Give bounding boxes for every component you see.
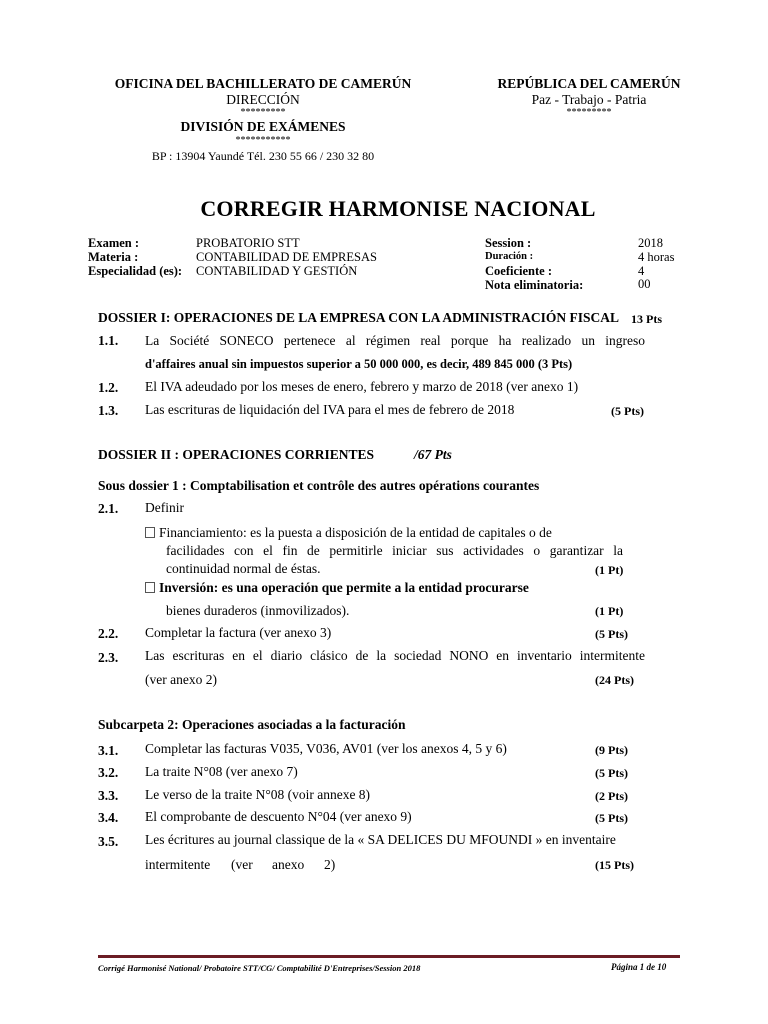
page-title: CORREGIR HARMONISE NACIONAL bbox=[200, 196, 596, 221]
especialidad-value: CONTABILIDAD Y GESTIÓN bbox=[196, 264, 358, 278]
coeficiente-value: 4 bbox=[638, 264, 645, 278]
subdossier1-heading: Sous dossier 1 : Comptabilisation et contrôle des autres opérations courantes bbox=[98, 478, 540, 493]
subdossier2-heading: Subcarpeta 2: Operaciones asociadas a la facturación bbox=[98, 717, 406, 732]
item-text: Las escrituras de liquidación del IVA para el mes de febrero de 2018 bbox=[145, 402, 515, 417]
item-text: Definir bbox=[145, 500, 184, 515]
definition-inversion bbox=[145, 580, 529, 596]
item-number: 3.1. bbox=[98, 743, 119, 758]
republic-name: REPÚBLICA DEL CAMERÚN bbox=[497, 76, 681, 91]
item-text: El comprobante de descuento N°04 (ver anexo 9) bbox=[145, 809, 412, 824]
division-name: DIVISIÓN DE EXÁMENES bbox=[180, 119, 346, 134]
item-number: 1.3. bbox=[98, 403, 119, 418]
checkbox-icon bbox=[145, 582, 155, 593]
item-points: (5 Pts) bbox=[611, 404, 644, 418]
item-text: La traite N°08 (ver anexo 7) bbox=[145, 764, 298, 779]
item-text: La Société SONECO pertenece al régimen real porque ha realizado un ingreso bbox=[145, 333, 645, 348]
item-text: Completar las facturas V035, V036, AV01 (ver los anexos 4, 5 y 6) bbox=[145, 741, 507, 756]
item-number: 2.3. bbox=[98, 650, 119, 665]
item-text: (ver anexo 2) bbox=[145, 672, 217, 687]
item-text-bold: d'affaires anual sin impuestos superior a 50 000 000, es decir, 489 845 000 (3 Pts) bbox=[145, 357, 573, 371]
item-number: 3.4. bbox=[98, 810, 119, 825]
dossier2-heading: DOSSIER II : OPERACIONES CORRIENTES bbox=[98, 447, 375, 462]
definition-text: facilidades con el fin de permitirle iniciar sus actividades o garantizar la bbox=[166, 543, 623, 558]
item-points: (15 Pts) bbox=[595, 858, 634, 872]
item-points: (24 Pts) bbox=[595, 673, 634, 687]
dossier1-heading: DOSSIER I: OPERACIONES DE LA EMPRESA CON LA ADMINISTRACIÓN FISCAL bbox=[98, 310, 619, 325]
coeficiente-label: Coeficiente : bbox=[485, 264, 552, 278]
duracion-label: Duración : bbox=[485, 251, 534, 262]
item-text: 2) bbox=[324, 857, 336, 872]
item-text: Le verso de la traite N°08 (voir annexe 8) bbox=[145, 787, 371, 802]
definition-text: Inversión: es una operación que permite a la entidad procurarse bbox=[159, 580, 529, 595]
item-number: 1.2. bbox=[98, 380, 119, 395]
page-number: Página 1 de 10 bbox=[611, 962, 667, 972]
item-number: 3.2. bbox=[98, 765, 119, 780]
office-name: OFICINA DEL BACHILLERATO DE CAMERÚN bbox=[114, 76, 412, 91]
session-label: Session : bbox=[485, 236, 532, 250]
direction-label: DIRECCIÓN bbox=[226, 91, 300, 107]
item-points: (5 Pts) bbox=[595, 811, 628, 825]
materia-label: Materia : bbox=[88, 250, 139, 264]
motto: Paz - Trabajo - Patria bbox=[531, 91, 647, 107]
stars-divider: ********* bbox=[240, 107, 286, 118]
especialidad-label: Especialidad (es): bbox=[88, 264, 183, 278]
examen-label: Examen : bbox=[88, 236, 140, 250]
item-text: intermitente bbox=[145, 857, 211, 872]
item-number: 3.5. bbox=[98, 834, 119, 849]
item-points: (5 Pts) bbox=[595, 766, 628, 780]
examen-value: PROBATORIO STT bbox=[196, 236, 300, 250]
item-points: (1 Pt) bbox=[595, 563, 624, 577]
item-points: (5 Pts) bbox=[595, 627, 628, 641]
session-value: 2018 bbox=[638, 236, 663, 250]
duracion-value: 4 horas bbox=[638, 250, 675, 264]
item-number: 2.2. bbox=[98, 626, 119, 641]
item-text: (ver bbox=[231, 857, 253, 872]
nota-value: 00 bbox=[638, 277, 651, 291]
checkbox-icon bbox=[145, 527, 155, 538]
item-text: Las escrituras en el diario clásico de la sociedad NONO en inventario intermitente bbox=[145, 648, 645, 663]
footer-rule bbox=[98, 955, 680, 958]
nota-label: Nota eliminatoria: bbox=[485, 278, 584, 292]
dossier2-points: /67 Pts bbox=[414, 447, 452, 462]
definition-financiamiento bbox=[145, 525, 552, 541]
header-right bbox=[482, 76, 696, 119]
item-number: 2.1. bbox=[98, 501, 119, 516]
definition-text: bienes duraderos (inmovilizados). bbox=[166, 603, 350, 618]
stars-divider: *********** bbox=[235, 134, 291, 146]
item-text: anexo bbox=[272, 857, 305, 872]
item-points: (2 Pts) bbox=[595, 789, 628, 803]
item-number: 1.1. bbox=[98, 333, 119, 348]
item-points: (1 Pt) bbox=[595, 604, 624, 618]
header-left bbox=[98, 76, 428, 164]
dossier1-points: 13 Pts bbox=[631, 312, 662, 326]
definition-text: continuidad normal de éstas. bbox=[166, 561, 321, 576]
item-number: 3.3. bbox=[98, 788, 119, 803]
address: BP : 13904 Yaundé Tél. 230 55 66 / 230 32 80 bbox=[151, 148, 375, 163]
stars-divider: ********* bbox=[566, 107, 612, 118]
footer-text: Corrigé Harmonisé National/ Probatoire STT/CG/ Comptabilité D'Entreprises/Session 2018 bbox=[98, 963, 421, 973]
item-points: (9 Pts) bbox=[595, 743, 628, 757]
item-text: Completar la factura (ver anexo 3) bbox=[145, 625, 332, 640]
materia-value: CONTABILIDAD DE EMPRESAS bbox=[196, 250, 377, 264]
item-text: Les écritures au journal classique de la « SA DELICES DU MFOUNDI » en inventaire bbox=[145, 832, 616, 847]
definition-text: Financiamiento: es la puesta a disposición de la entidad de capitales o de bbox=[159, 525, 552, 540]
item-text: El IVA adeudado por los meses de enero, febrero y marzo de 2018 (ver anexo 1) bbox=[145, 379, 579, 394]
